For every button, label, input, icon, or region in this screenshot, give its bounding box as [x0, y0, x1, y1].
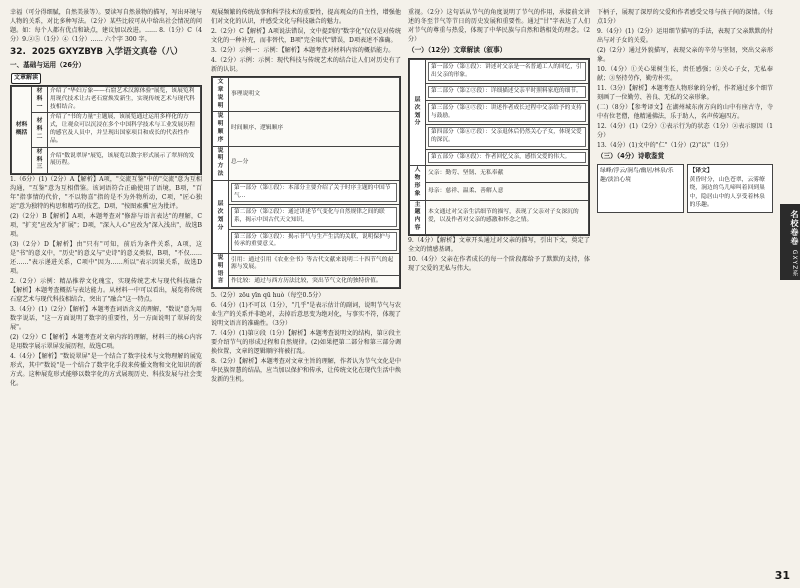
exam-title	[10, 46, 202, 59]
col3-answer-2: 10.（4分）父亲在作者成长的每一个阶段都给予了默默的支持，体现了父爱的无私与伟大。	[408, 255, 590, 272]
narrative-part-3: 第三部分（第④⑤段）：讲述作者成长过程中父亲给予的支持与鼓励。	[428, 103, 586, 122]
structure-label-layers: 层次划分	[213, 180, 229, 253]
side-tab-title: 名校卷卷	[790, 210, 799, 247]
structure-language-1: 引用：通过引用《农业全书》等古代文献来说明二十四节气的起源与发展。	[229, 253, 400, 275]
col4-answer-3: 10.（4分）①关心果树生长，责任感强；②关心子女，无私奉献；③坚持劳作，勤劳朴实。	[597, 66, 773, 83]
col1-answer-1: 1.（6分）(1)（2分）A【解析】A项，"交流互鉴"中的"交流"意为互相沟通，"互鉴"意为互相借鉴。该词语符合正确使用了语境，B项，"百年"指事情的代价，"不以物喜"指的是不为外物所动，C项，"匠心独运"意为独特的构思和精巧的技艺，D项，"按图索骥"应为批评。	[10, 176, 202, 211]
people-1: 父亲：勤劳、坚韧、无私奉献	[426, 166, 589, 183]
col4-answer-1: 9.（4分）(1)（2分）运用细节描写的手法，表现了父亲默默的付出与对子女的关爱。	[597, 28, 773, 45]
people-2: 母亲：慈祥、温柔、善解人意	[426, 183, 589, 200]
structure-part-1: 第一部分（第①段）：本部分主要介绍了关于时序主题的中国节气…	[231, 183, 397, 202]
narrative-layers-label: 层次划分	[410, 59, 426, 166]
column-4	[597, 8, 773, 574]
material-summary-table	[10, 85, 202, 175]
col2-answer2-3: 7.（4分）(1)第②段（1分）【解析】本题考查说明文的结构，第②段主要介绍节气的形成过程和自然规律。(2)如果把第二部分和第三部分调换位置，文章的逻辑顺序将被打乱。	[211, 330, 401, 356]
material-summary-label: 材料概括	[12, 87, 32, 174]
poem-analysis	[597, 164, 773, 213]
col2-intro: 观展频繁的传统故事和科学技术的重要性，提高观众的自主性，增强他们对文化的认识，并感受文化与科技融合的魅力。	[211, 9, 401, 26]
col1-answer-3: (3)（2分）D【解析】由"只有"可知，前后为条件关系，A项，这是"书"的意义中，"历史"的意义与"史诗"的意义类似，B项，"不仅……还……"表示递进关系，C项中"因为……所以"表示因果关系，故选D项。	[10, 241, 202, 276]
structure-table	[211, 76, 401, 289]
exam-title-number: 32.	[10, 47, 26, 58]
col3-answer-1: 9.（4分）【解析】文章开头通过对父亲的描写，引出下文，奠定了全文的情感基调。	[408, 236, 590, 253]
material-1-label: 材料一	[32, 87, 48, 113]
column-2	[211, 8, 401, 574]
col4-answer-2: (2)（2分）通过外貌描写，表现父亲的辛劳与坚韧，突出父亲形象。	[597, 47, 773, 64]
material-1-text: 介绍了"华妇万象——石窟艺术汉源体验"展览，该展览利用现代技术让古老石窟焕发新生，实现传统艺术与现代科技相结合。	[48, 87, 201, 113]
column-1	[10, 8, 202, 574]
structure-method-text: 总—分	[229, 146, 400, 180]
material-2-label: 材料二	[32, 113, 48, 147]
col2-answer-1: 2.（2分）C【解析】A项说法错误，文中提到的"数字化"仅仅是对传统文化的一种补充，而非替代，B项"完全取代"错误，D项表述不准确。	[211, 28, 401, 45]
exam-title-code: 2025 GXYZBYB	[31, 47, 104, 58]
col4-answer-6: 12.（4分）(1)（2分）①表示行为的状态（1分）②表示原因（1分）	[597, 123, 773, 140]
poem-translation-text: 黄昏时分，山色苍翠，云雾缭绕，涧边的鸟儿啼叫着回到巢中，隐居山中的人享受着林泉的乐趣。	[689, 176, 765, 209]
structure-part-3: 第三部分（第③段）：揭示节气与生产生活的关联，说明保护与传承的重要意义。	[231, 232, 397, 251]
poem-keywords: 绿峰/浮云/涧鸟/幽居/林泉/乐趣/淡泊心境	[597, 164, 684, 213]
narrative-part-2: 第二部分（第②③段）：详细描述父亲平时照料家庭的细节。	[428, 86, 586, 98]
column-3	[408, 8, 590, 574]
structure-label-method: 说明方法	[213, 146, 229, 180]
exam-title-text: 入学语文真卷（八）	[106, 47, 183, 58]
structure-label-language: 说明语言	[213, 253, 229, 287]
structure-type-text: 事理说明文	[229, 78, 400, 112]
poem-section-heading: （三）（4分）诗歌鉴赏	[597, 152, 665, 161]
col2-answer-3: 4.（2分）示例：示例：现代科技与传统艺术的结合让人们对历史有了新的认识。	[211, 57, 401, 74]
col1-answer-5: 3.（4分）(1)（2分）【解析】本题考查词语含义的理解，"数说"意为用数字说话，"这一方面说明了数字的重要性，另一方面说明了翠屏的发展"。	[10, 306, 202, 332]
material-2-text: 介绍了"书的力量"主题展，该展览通过运用多样化的方式，让观众可以沉浸在多个中国科学技术与工业发展历程的感官及人员中，并呈现出国家项目和成长的代表性作品。	[48, 113, 201, 147]
col1-answer-7: 4.（4分）【解析】"数说翠屏"是一个结合了数字技术与文物理解的展览形式，其中"数说"是一个结合了数字化手段来传播文物和文化知识的新方式。这种展览形式能够以数字化的方式展现历史、科技发展与社会变化。	[10, 353, 202, 388]
col1-answer-6: (2)（2分）C【解析】本题考查对文章内容的理解，材料三的核心内容是用数字展示翠屏发展历程，故选C项。	[10, 334, 202, 351]
section-1-heading: 一、基础与运用（26分）	[10, 61, 86, 70]
col2-answer2-4: 8.（2分）【解析】本题考查对文章主旨的理解，作者认为节气文化是中华民族智慧的结晶，应当加以保护和传承，让传统文化在现代生活中焕发新的生机。	[211, 358, 401, 384]
poem-translation-label: 【译文】	[689, 167, 713, 174]
structure-order-text: 时间顺序、逻辑顺序	[229, 112, 400, 146]
col4-answer-7: 13.（4分）(1)文中的"仁"（1分）(2)"以"（1分）	[597, 142, 733, 150]
col3-intro: 重视。（2分）这句话从节气的角度说明了节气的作用，承接前文讲述的冬至节气等节日的历史发展和重要性。通过"甘"字表达了人们对节气的尊重与热爱，体现了中华民族与自然和谐相处的理念。（2分）	[408, 9, 590, 44]
col2-answer2-1: 5.（2分）zōu yīn qū huò（每空0.5分）	[211, 292, 325, 300]
structure-language-2: 作比较：通过与西方历法比较，突出节气文化的独特价值。	[229, 275, 400, 288]
col3-section-heading: （一）（12分）文章解读（叙事）	[408, 46, 507, 55]
narrative-part-1: 第一部分（第①段）：讲述对父亲是一名普通工人的回忆，引出父亲的形象。	[428, 62, 586, 81]
people-label: 人物形象	[410, 166, 426, 200]
structure-label-type: 文章说明	[213, 78, 229, 112]
narrative-part-5: 第五部分（第⑧段）：作者回忆父亲，感悟父爱的伟大。	[428, 152, 586, 164]
col1-intro: 幸福（可分得细腻，自然美景等）。要读写自然景物的描写，写出环境与人物的关系，对比多种写法。（2分）某些比较可从中给出社会情况的问题。如：每个人都有优点和缺点，建议加以改进。…… 8.（1分）C（4分）9.②⑤（1分）④（1分）…… 六个字 300 字。	[10, 9, 202, 44]
col4-answer-5: (二)（8分）【参考译文】在湖州城东南方向的山中有座古寺，寺中有位老僧，他精通佛法，乐于助人，名声传遍四方。	[597, 104, 773, 121]
material-3-label: 材料三	[32, 147, 48, 173]
article-tag: 文章解读	[11, 73, 41, 84]
col4-intro: 下柄子，展现了深厚的父爱和作者感受父母与孩子间的深情。（每点1分）	[597, 9, 773, 26]
side-tab-sub: GXYZ系	[791, 250, 798, 278]
col1-answer-2: (2)（2分）B【解析】A项，本题考查对"修辞与语言表达"的理解，C项，"扩充"应改为"扩展"；D项，"深入人心"应改为"深入浅出"，故选B项。	[10, 213, 202, 239]
narrative-part-4: 第四部分（第⑥⑦段）：父亲退休后仍然关心子女，体现父爱的深沉。	[428, 127, 586, 146]
structure-label-order: 说明顺序	[213, 112, 229, 146]
col2-answer-2: 3.（2分）示例一：示例：【解析】本题考查对材料内容的概括能力。	[211, 47, 395, 55]
poem-translation	[687, 164, 774, 213]
theme-label: 主题内容	[410, 200, 426, 234]
theme-text: 本文通过对父亲生活细节的描写，表现了父亲对子女深沉的爱，以及作者对父亲的感激和怀念之情。	[426, 200, 589, 234]
col4-answer-4: 11.（3分）【解析】本题考查人物形象的分析，作者通过多个细节刻画了一位勤劳、善良、无私的父亲形象。	[597, 85, 773, 102]
side-tab	[780, 204, 800, 280]
col1-answer-4: 2.（2分）示例：精品推荐文化瑰宝，实现传统艺术与现代科技融合【解析】本题考查概括与表达能力。从材料一中可以看出，展览将传统石窟艺术与现代科技相结合，突出了"融合"这一特点。	[10, 278, 202, 304]
col2-answer2-2: 6.（4分）(1)不可以（1分），"几乎"是表示估计的副词，说明节气与农业生产的关系并非绝对，去掉后意思变为绝对化，与事实不符，体现了说明文语言的准确性。（3分）	[211, 302, 401, 328]
page-number: 31	[774, 568, 790, 582]
material-3-text: 介绍"数说翠屏"展览，该展览以数字形式展示了翠屏的发展历程。	[48, 147, 201, 173]
narrative-structure-table	[408, 58, 590, 236]
structure-part-2: 第二部分（第②段）：通过讲述节气变化与自然规律之间的联系，揭示中国古代天文知识。	[231, 207, 397, 226]
